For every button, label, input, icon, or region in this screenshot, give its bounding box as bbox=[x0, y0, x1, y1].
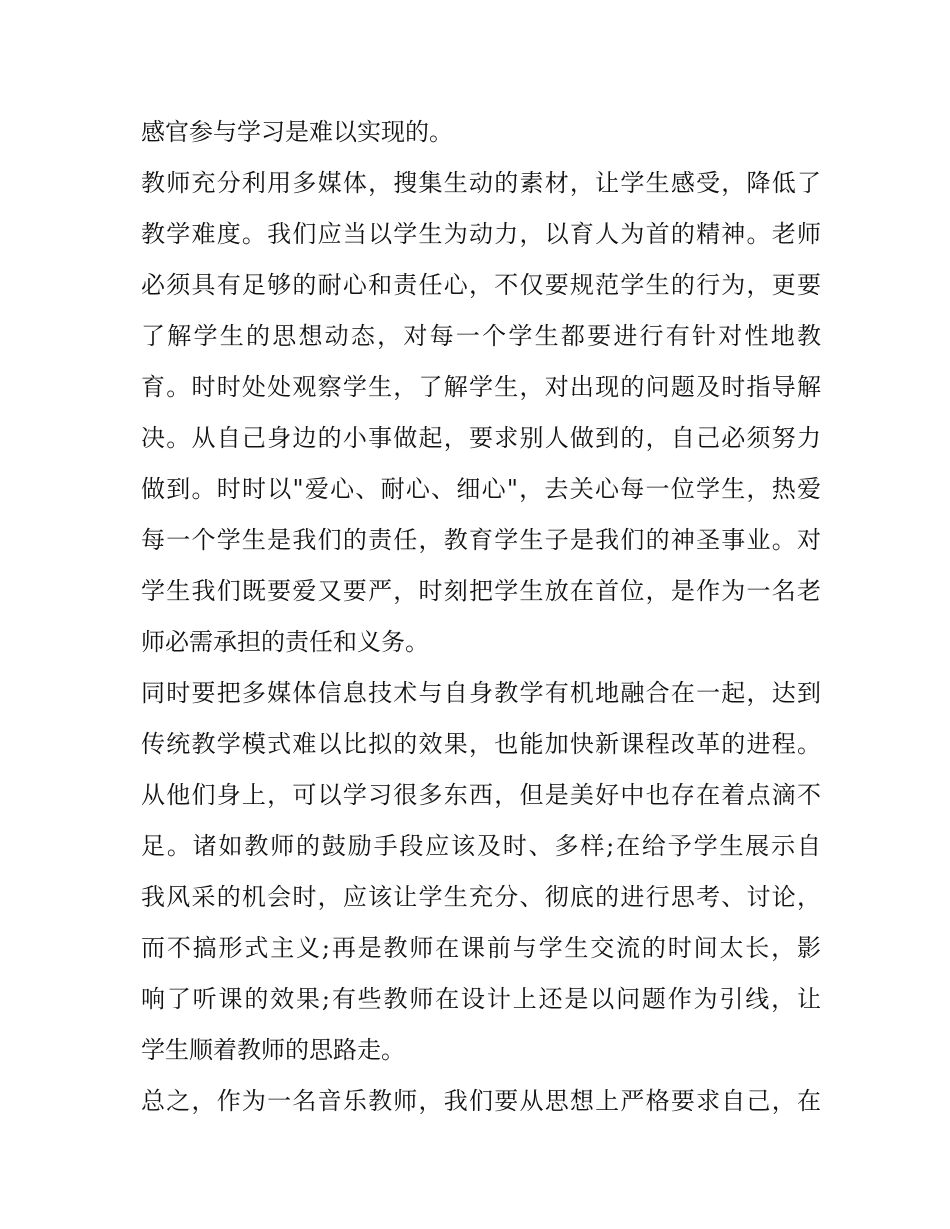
text-line: 做到。时时以"爱心、耐心、细心"，去关心每一位学生，热爱 bbox=[141, 475, 821, 503]
text-line: 总之，作为一名音乐教师，我们要从思想上严格要求自己，在 bbox=[141, 1087, 821, 1115]
text-line: 响了听课的效果;有些教师在设计上还是以问题作为引线，让 bbox=[141, 985, 821, 1013]
text-line: 学生我们既要爱又要严，时刻把学生放在首位，是作为一名老 bbox=[141, 577, 821, 605]
text-line: 从他们身上，可以学习很多东西，但是美好中也存在着点滴不 bbox=[141, 781, 821, 809]
text-line: 教学难度。我们应当以学生为动力，以育人为首的精神。老师 bbox=[141, 220, 821, 248]
text-line: 教师充分利用多媒体，搜集生动的素材，让学生感受，降低了 bbox=[141, 169, 821, 197]
text-line: 我风采的机会时，应该让学生充分、彻底的进行思考、讨论， bbox=[141, 883, 821, 911]
text-line: 决。从自己身边的小事做起，要求别人做到的，自己必须努力 bbox=[141, 424, 821, 452]
document-body bbox=[141, 107, 821, 1127]
text-line: 传统教学模式难以比拟的效果，也能加快新课程改革的进程。 bbox=[141, 730, 821, 758]
text-line: 师必需承担的责任和义务。 bbox=[141, 628, 429, 656]
text-line: 学生顺着教师的思路走。 bbox=[141, 1036, 405, 1064]
text-line: 育。时时处处观察学生，了解学生，对出现的问题及时指导解 bbox=[141, 373, 821, 401]
text-line: 而不搞形式主义;再是教师在课前与学生交流的时间太长，影 bbox=[141, 934, 821, 962]
text-line: 感官参与学习是难以实现的。 bbox=[141, 118, 453, 146]
text-line: 足。诸如教师的鼓励手段应该及时、多样;在给予学生展示自 bbox=[141, 832, 821, 860]
text-line: 同时要把多媒体信息技术与自身教学有机地融合在一起，达到 bbox=[141, 679, 821, 707]
text-line: 每一个学生是我们的责任，教育学生子是我们的神圣事业。对 bbox=[141, 526, 821, 554]
text-line: 必须具有足够的耐心和责任心，不仅要规范学生的行为，更要 bbox=[141, 271, 821, 299]
text-line: 了解学生的思想动态，对每一个学生都要进行有针对性地教 bbox=[141, 322, 821, 350]
